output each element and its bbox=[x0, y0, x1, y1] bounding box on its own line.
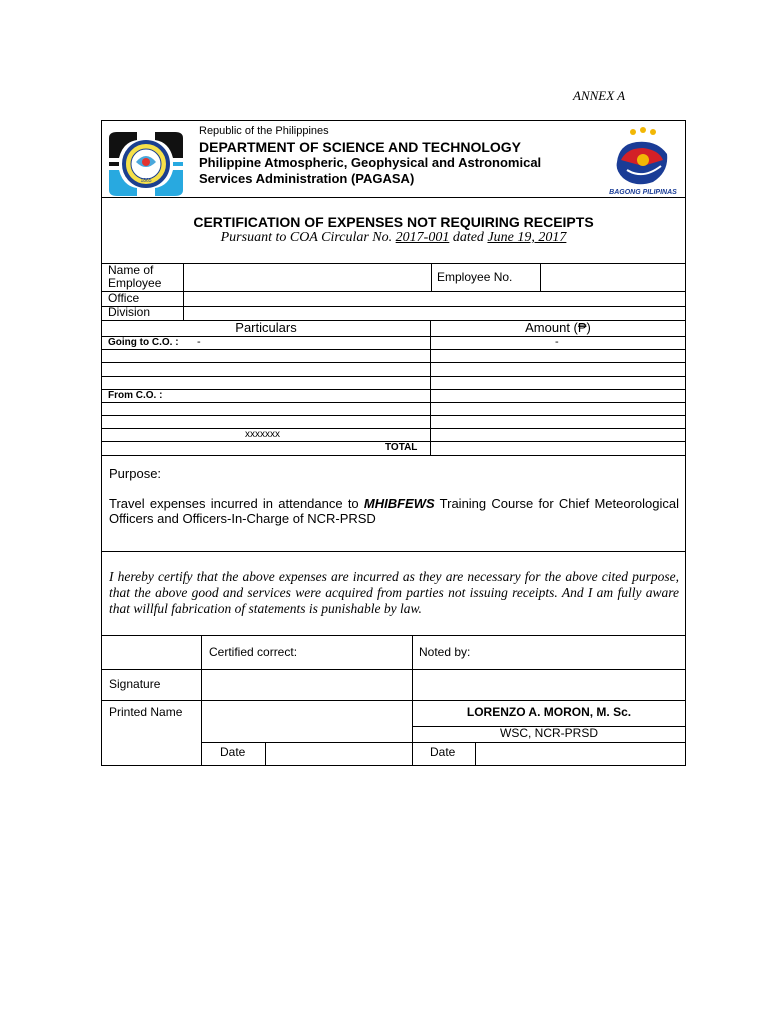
noted-by-name: LORENZO A. MORON, M. Sc. bbox=[466, 705, 632, 719]
form-subtitle: Pursuant to COA Circular No. 2017-001 dated June 19, 2017 bbox=[220, 230, 567, 245]
total-amount-field[interactable] bbox=[431, 442, 685, 455]
purpose-text: Travel expenses incurred in attendance to MHIBFEWS Training Course for Chief Meteorological Officers and Officers-In-Charge of NCR-PRSD bbox=[109, 496, 680, 526]
republic-text: Republic of the Philippines bbox=[199, 125, 329, 137]
going-to-co-amount: - bbox=[555, 336, 559, 348]
form-title: CERTIFICATION OF EXPENSES NOT REQUIRING RECEIPTS bbox=[193, 214, 594, 230]
certified-signature-field[interactable] bbox=[202, 670, 412, 700]
employee-name-field[interactable] bbox=[184, 264, 431, 291]
course-name: MHIBFEWS bbox=[363, 496, 435, 511]
bagong-pilipinas-logo-icon bbox=[607, 126, 679, 196]
department-name: DEPARTMENT OF SCIENCE AND TECHNOLOGY bbox=[199, 139, 522, 155]
certification-form bbox=[101, 120, 686, 766]
certified-correct-label: Certified correct: bbox=[209, 645, 298, 659]
agency-name-line2: Services Administration (PAGASA) bbox=[199, 171, 415, 186]
office-label: Office bbox=[108, 291, 140, 305]
certified-date-field[interactable] bbox=[266, 743, 412, 766]
noted-by-label: Noted by: bbox=[419, 645, 471, 659]
certification-statement: I hereby certify that the above expenses are incurred as they are necessary for the above cited purpose, that the above good and services were acquired from parties not issuing receipts. And I am fully aware that willful fabrication of statements is punishable by law. bbox=[109, 569, 679, 616]
purpose-label: Purpose: bbox=[109, 466, 162, 481]
circular-number: 2017-001 bbox=[395, 230, 450, 245]
name-label-line2: Employee bbox=[108, 276, 162, 290]
circular-date: June 19, 2017 bbox=[487, 230, 567, 245]
noted-by-position: WSC, NCR-PRSD bbox=[500, 726, 598, 740]
division-field[interactable] bbox=[184, 307, 685, 320]
noted-date-field[interactable] bbox=[476, 743, 685, 766]
dost-logo-icon bbox=[109, 132, 183, 196]
signature-label: Signature bbox=[109, 677, 161, 691]
amount-header: Amount (₱) bbox=[525, 320, 591, 335]
agency-name-line1: Philippine Atmospheric, Geophysical and Astronomical bbox=[199, 155, 542, 170]
division-label: Division bbox=[108, 305, 151, 319]
name-label-line1: Name of bbox=[108, 263, 154, 277]
printed-name-label: Printed Name bbox=[109, 705, 183, 719]
employee-no-field[interactable] bbox=[541, 264, 685, 291]
total-label: TOTAL bbox=[385, 442, 418, 453]
going-to-co-label: Going to C.O. : bbox=[108, 337, 179, 348]
svg-text:BAGONG PILIPINAS: BAGONG PILIPINAS bbox=[609, 189, 677, 196]
certified-date-label: Date bbox=[220, 745, 246, 759]
employee-no-label: Employee No. bbox=[437, 270, 513, 284]
noted-signature-field[interactable] bbox=[413, 670, 685, 700]
noted-date-label: Date bbox=[430, 745, 456, 759]
annex-label: ANNEX A bbox=[573, 88, 626, 103]
office-field[interactable] bbox=[184, 292, 685, 306]
from-co-label: From C.O. : bbox=[108, 390, 163, 401]
going-to-co-value: - bbox=[197, 336, 201, 348]
svg-text:1865: 1865 bbox=[140, 178, 152, 184]
certified-printed-name-field[interactable] bbox=[202, 701, 412, 726]
placeholder-xxx: xxxxxxx bbox=[245, 429, 280, 440]
particulars-header: Particulars bbox=[235, 320, 297, 335]
